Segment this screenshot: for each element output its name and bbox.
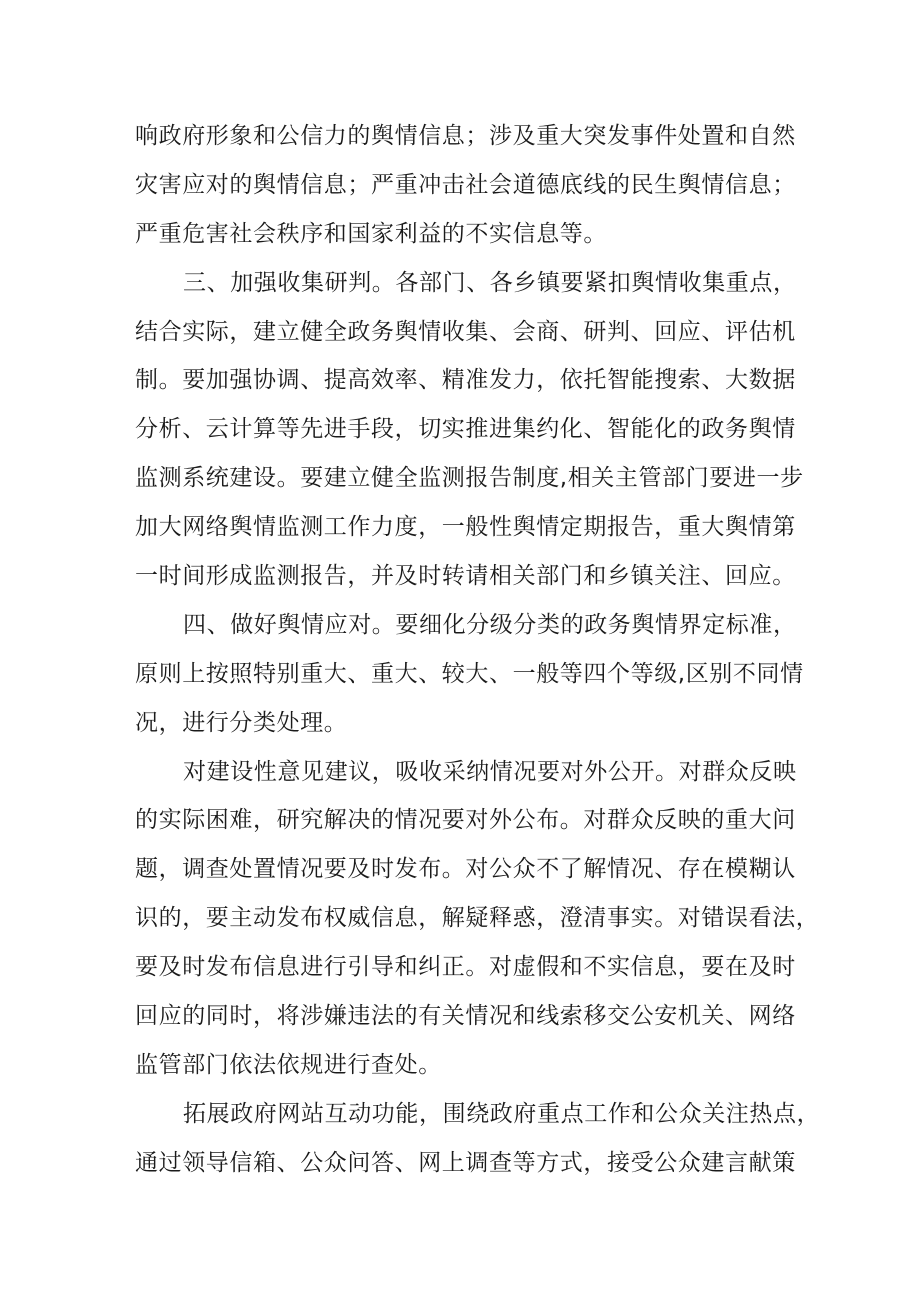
text-line: 灾害应对的舆情信息；严重冲击社会道德底线的民生舆情信息； <box>135 171 796 198</box>
paragraph-start-line: 拓展政府网站互动功能，围绕政府重点工作和公众关注热点， <box>183 1100 821 1127</box>
paragraph-start-line: 对建设性意见建议，吸收采纳情况要对外公开。对群众反映 <box>183 758 797 785</box>
paragraph-start-line: 三、加强收集研判。各部门、各乡镇要紧扣舆情收集重点， <box>183 269 797 296</box>
document-body <box>135 112 821 1188</box>
text-line: 制。要加强协调、提高效率、精准发力，依托智能搜索、大数据 <box>135 367 796 394</box>
text-line: 一时间形成监测报告，并及时转请相关部门和乡镇关注、回应。 <box>135 563 796 590</box>
paragraph-start-line: 四、做好舆情应对。要细化分级分类的政务舆情界定标准， <box>183 611 797 638</box>
text-line: 的实际困难，研究解决的情况要对外公布。对群众反映的重大问 <box>135 807 796 834</box>
text-line: 结合实际，建立健全政务舆情收集、会商、研判、回应、评估机 <box>135 318 796 345</box>
text-line: 原则上按照特别重大、重大、较大、一般等四个等级,区别不同情 <box>135 660 804 687</box>
text-line: 况，进行分类处理。 <box>135 709 348 736</box>
text-line: 分析、云计算等先进手段，切实推进集约化、智能化的政务舆情 <box>135 416 796 443</box>
text-line: 识的，要主动发布权威信息，解疑释惑，澄清事实。对错误看法， <box>135 905 820 932</box>
text-line: 要及时发布信息进行引导和纠正。对虚假和不实信息，要在及时 <box>135 954 796 981</box>
text-line: 题，调查处置情况要及时发布。对公众不了解情况、存在模糊认 <box>135 856 796 883</box>
text-line: 严重危害社会秩序和国家利益的不实信息等。 <box>135 220 607 247</box>
text-line: 监管部门依法依规进行查处。 <box>135 1051 442 1078</box>
text-line: 监测系统建设。要建立健全监测报告制度,相关主管部门要进一步 <box>135 465 804 492</box>
text-line: 回应的同时，将涉嫌违法的有关情况和线索移交公安机关、网络 <box>135 1003 796 1030</box>
text-line: 加大网络舆情监测工作力度，一般性舆情定期报告，重大舆情第 <box>135 514 796 541</box>
text-line: 响政府形象和公信力的舆情信息；涉及重大突发事件处置和自然 <box>135 123 796 149</box>
text-line: 通过领导信箱、公众问答、网上调查等方式，接受公众建言献策 <box>135 1149 796 1176</box>
